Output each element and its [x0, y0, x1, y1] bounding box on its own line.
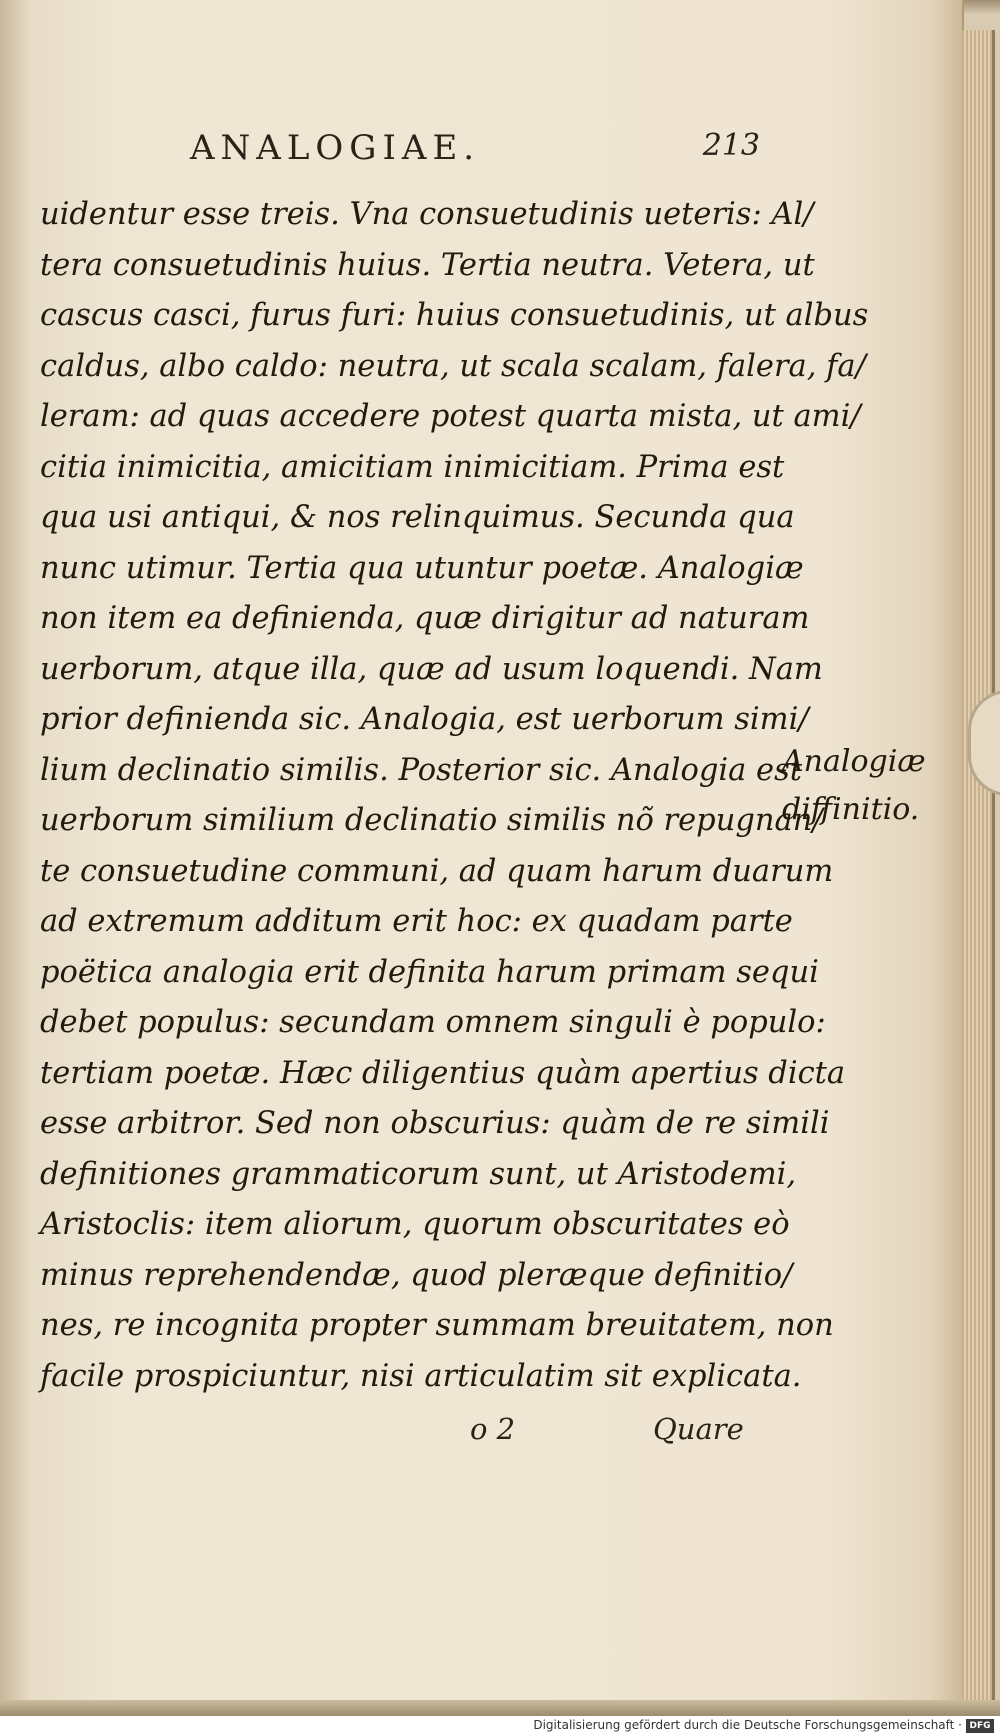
marginal-note [782, 738, 952, 834]
text-line: caldus, albo caldo: neutra, ut scala scalam, falera, fa/ [40, 348, 866, 384]
text-line: facile prospiciuntur, nisi articulatim sit explicata. [40, 1358, 802, 1394]
text-line: ad extremum additum erit hoc: ex quadam parte [40, 904, 793, 939]
text-line: tertiam poetæ. Hæc diligentius quàm apertius dicta [40, 1055, 846, 1091]
fore-edge-pages [962, 30, 995, 1710]
text-line: qua usi antiqui, & nos relinquimus. Secunda qua [40, 500, 795, 535]
text-line: poëtica analogia erit definita harum primam sequi [40, 954, 819, 990]
signature-mark: o 2 [470, 1412, 516, 1446]
running-title: ANALOGIAE. [190, 128, 481, 168]
text-line: definitiones grammaticorum sunt, ut Aristodemi, [40, 1156, 797, 1192]
text-line: uerborum similium declinatio similis nõ repugnan/ [40, 803, 823, 838]
text-line: uidentur esse treis. Vna consuetudinis ueteris: Al/ [40, 197, 814, 232]
text-line: prior definienda sic. Analogia, est uerborum simi/ [40, 702, 809, 737]
text-line: tera consuetudinis huius. Tertia neutra. Vetera, ut [40, 247, 815, 283]
text-line: Aristoclis: item aliorum, quorum obscuritates eò [40, 1207, 790, 1242]
text-line: nunc utimur. Tertia qua utuntur poetæ. Analogiæ [40, 550, 804, 586]
text-line: minus reprehendendæ, quod pleræque definitio/ [40, 1257, 793, 1293]
page-footer [470, 1412, 770, 1456]
text-line: nes, re incognita propter summam breuitatem, non [40, 1308, 834, 1343]
marginal-note-line: diffinitio. [782, 792, 920, 827]
text-line: esse arbitror. Sed non obscurius: quàm de re simili [40, 1106, 830, 1141]
text-line: citia inimicitia, amicitiam inimicitiam. Prima est [40, 449, 785, 485]
text-line: lium declinatio similis. Posterior sic. Analogia est [40, 752, 803, 788]
text-line: cascus casci, furus furi: huius consuetudinis, ut albus [40, 298, 869, 333]
funding-credit: Digitalisierung gefördert durch die Deutsche Forschungsgemeinschaft · [533, 1718, 962, 1732]
text-line: leram: ad quas accedere potest quarta mista, ut ami/ [40, 399, 861, 434]
text-line: non item ea definienda, quæ dirigitur ad naturam [40, 601, 810, 636]
marginal-note-line: Analogiæ [782, 744, 926, 779]
page-number: 213 [702, 128, 760, 163]
page-header [190, 128, 760, 180]
catchword: Quare [653, 1412, 744, 1446]
text-line: te consuetudine communi, ad quam harum duarum [40, 853, 834, 889]
dfg-logo-icon: DFG [966, 1719, 994, 1733]
text-line: uerborum, atque illa, quæ ad usum loquendi. Nam [40, 651, 823, 687]
text-line: debet populus: secundam omnem singuli è populo: [40, 1005, 826, 1040]
credit-bar [0, 1716, 1000, 1736]
